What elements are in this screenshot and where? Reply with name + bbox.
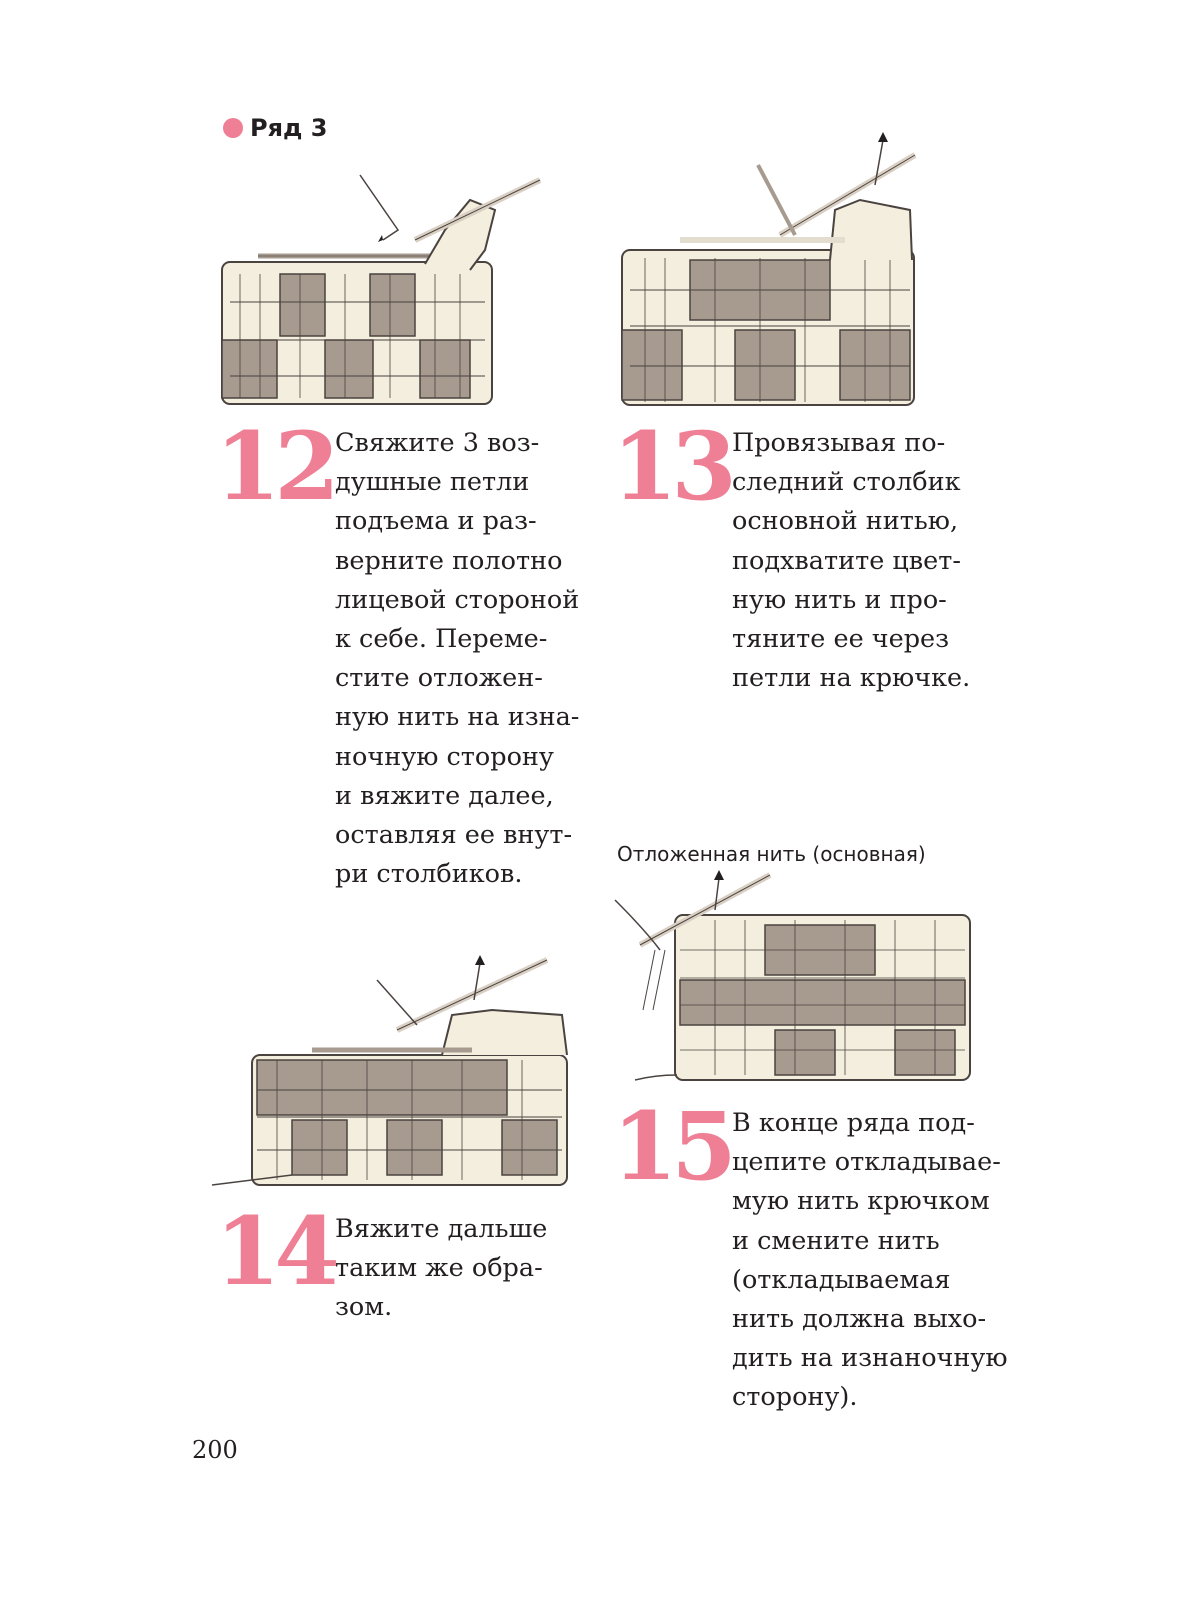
step-number-13: 13 [612,412,731,522]
illustration-step-13 [620,130,920,410]
step-text-12: Свяжите 3 воз- душные петли подъема и раз- верните полотно лицевой стороной к себе. Переме- стите отложен- ную нить на изна- ночную сторону и вяжите далее, оставляя ее внут- ри столбиков. [335,428,580,890]
section-heading [223,114,327,142]
illustration-step-15 [615,870,975,1090]
swatch [622,250,914,405]
step-text-14: Вяжите дальше таким же обра- зом. [335,1214,548,1323]
step-number-14: 14 [215,1197,334,1307]
step-number-12: 12 [215,412,334,522]
swatch [675,915,970,1080]
step-text-15: В конце ряда под- цепите откладывае- мую нить крючком и смените нить (откладываемая нить должна выхо- дить на изнаночную сторону). [732,1108,1008,1413]
swatch [222,262,492,404]
section-title: Ряд 3 [250,114,328,142]
page-number: 200 [192,1436,238,1464]
illustration-step-14 [212,955,572,1195]
bullet-dot-icon [223,118,243,138]
step-number-15: 15 [612,1092,731,1202]
swatch [252,1055,567,1185]
step-text-13: Провязывая по- следний столбик основной нитью, подхватите цвет- ную нить и про- тяните ее через петли на крючке. [732,428,971,694]
deferred-yarn-label: Отложенная нить (основная) [617,842,926,866]
illustration-step-12 [220,170,550,410]
